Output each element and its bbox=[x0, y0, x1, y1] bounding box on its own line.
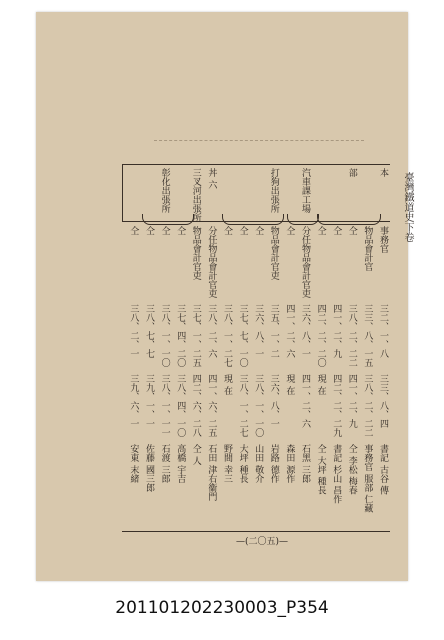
appointed-date: 三八、七、七 bbox=[144, 304, 154, 358]
retired-date: 三八、一、一〇 bbox=[253, 374, 264, 437]
person-name: 高橋 宇吉 bbox=[175, 444, 186, 483]
retired-date: 三三、八、四 bbox=[378, 374, 388, 428]
post-title: 仝 bbox=[144, 226, 154, 235]
unit-label: 彰化出張所 bbox=[159, 168, 170, 213]
person-name: 安東 末緒 bbox=[128, 444, 139, 483]
brace-takao bbox=[222, 214, 284, 225]
person-name: 野間 幸三 bbox=[222, 444, 232, 483]
post-title: 物品會計官吏 bbox=[268, 226, 279, 280]
table-bottom-rule bbox=[122, 531, 390, 532]
appointed-date: 三三、八、一五 bbox=[362, 304, 373, 367]
appointed-date: 三七、四、二〇 bbox=[175, 304, 186, 367]
retired-date: 四一、二、六 bbox=[300, 374, 310, 428]
unit-label: 本 bbox=[378, 168, 388, 177]
retired-date: 四二、二、二九 bbox=[331, 374, 342, 437]
appointed-date: 三八、一、二七 bbox=[222, 304, 232, 367]
person-name: 書記 杉山 昌作 bbox=[331, 444, 342, 504]
person-name: 石黑 三郎 bbox=[300, 444, 310, 483]
retired-date: 現 在 bbox=[222, 374, 232, 395]
appointed-date: 三八、一、一〇 bbox=[159, 304, 170, 367]
appointed-date: 三六、八、一 bbox=[253, 304, 264, 358]
retired-date: 現 在 bbox=[315, 374, 326, 395]
person-name: 石田 津右衞門 bbox=[206, 444, 217, 501]
retired-date: 四二、六、二八 bbox=[190, 374, 201, 437]
person-name: 仝 人 bbox=[190, 444, 201, 465]
person-name: 仝 大坪 種長 bbox=[315, 444, 326, 495]
appointed-date: 四一、二、九 bbox=[331, 304, 342, 358]
post-title: 仝 bbox=[315, 226, 326, 235]
person-name: 書記 古谷 傳 bbox=[378, 444, 388, 495]
appointed-date: 四二、二、二〇 bbox=[315, 304, 326, 367]
retired-date: 三八、二、二二 bbox=[362, 374, 373, 437]
retired-date: 三八、一、二七 bbox=[237, 374, 248, 437]
person-name: 大坪 種長 bbox=[237, 444, 248, 483]
appointed-date: 三八、二、一 bbox=[128, 304, 139, 358]
brace-kisha bbox=[287, 214, 319, 225]
unit-label: 打狗出張所 bbox=[268, 168, 279, 213]
document-page bbox=[36, 12, 413, 581]
person-name: 山田 敬介 bbox=[253, 444, 264, 483]
appointed-date: 三五、一、二 bbox=[268, 304, 279, 358]
unit-label: 部 bbox=[346, 168, 357, 177]
appointed-date: 三七、一、二五 bbox=[190, 304, 201, 367]
appointed-date: 三二、一、八 bbox=[378, 304, 388, 358]
post-title: 分任物品會計官吏 bbox=[300, 226, 310, 298]
retired-date: 三九、六、一 bbox=[128, 374, 139, 428]
retired-date: 現 在 bbox=[284, 374, 295, 395]
post-title: 仝 bbox=[237, 226, 248, 235]
retired-date: 三六、八、一 bbox=[268, 374, 279, 428]
retired-date: 四一、二、九 bbox=[346, 374, 357, 428]
retired-date: 三八、四、一〇 bbox=[175, 374, 186, 437]
post-title: 分任物品會計官吏 bbox=[206, 226, 217, 298]
person-name: 仝 李松 梅春 bbox=[346, 444, 357, 495]
appointed-date: 四一、二、六 bbox=[284, 304, 295, 358]
post-title: 仝 bbox=[175, 226, 186, 235]
unit-label: 汽車課工場 bbox=[300, 168, 310, 213]
unit-label: 三叉河出張所 bbox=[190, 168, 201, 222]
post-title: 仝 bbox=[222, 226, 232, 235]
person-name: 事務官 服部 仁藏 bbox=[362, 444, 373, 513]
post-title: 仝 bbox=[253, 226, 264, 235]
post-title: 事務官 bbox=[378, 226, 388, 253]
post-title: 物品會計官吏 bbox=[190, 226, 201, 280]
person-name: 森田 源作 bbox=[284, 444, 295, 483]
page-number: —(二〇五)— bbox=[235, 537, 289, 547]
appointed-date: 三七、七、一〇 bbox=[237, 304, 248, 367]
person-name: 岩路 德作 bbox=[268, 444, 279, 483]
image-caption: 201101202230003_P354 bbox=[115, 598, 329, 618]
post-title: 仝 bbox=[284, 226, 295, 235]
appointed-date: 三八、二、六 bbox=[206, 304, 217, 358]
post-title: 仝 bbox=[331, 226, 342, 235]
post-title: 仝 bbox=[159, 226, 170, 235]
dotted-rule bbox=[154, 140, 364, 141]
person-name: 石渡 三郎 bbox=[159, 444, 170, 483]
post-title: 物品會計官 bbox=[362, 226, 373, 271]
post-title: 仝 bbox=[346, 226, 357, 235]
appointed-date: 三八、二、二二 bbox=[346, 304, 357, 367]
retired-date: 三八、一、一一 bbox=[159, 374, 170, 437]
appointed-date: 三六、八、一 bbox=[300, 304, 310, 358]
person-name: 佐藤 國三郎 bbox=[144, 444, 154, 492]
table-top-rule bbox=[122, 164, 390, 165]
post-title: 仝 bbox=[128, 226, 139, 235]
unit-divider bbox=[122, 164, 123, 221]
retired-date: 三九、一、一 bbox=[144, 374, 154, 428]
retired-date: 四一、六、二五 bbox=[206, 374, 217, 437]
unit-label: 丼 六 bbox=[206, 168, 217, 189]
brace-honbu bbox=[317, 214, 381, 225]
running-header: 臺灣鐵道史下卷 bbox=[402, 172, 413, 242]
personnel-table bbox=[122, 164, 390, 532]
